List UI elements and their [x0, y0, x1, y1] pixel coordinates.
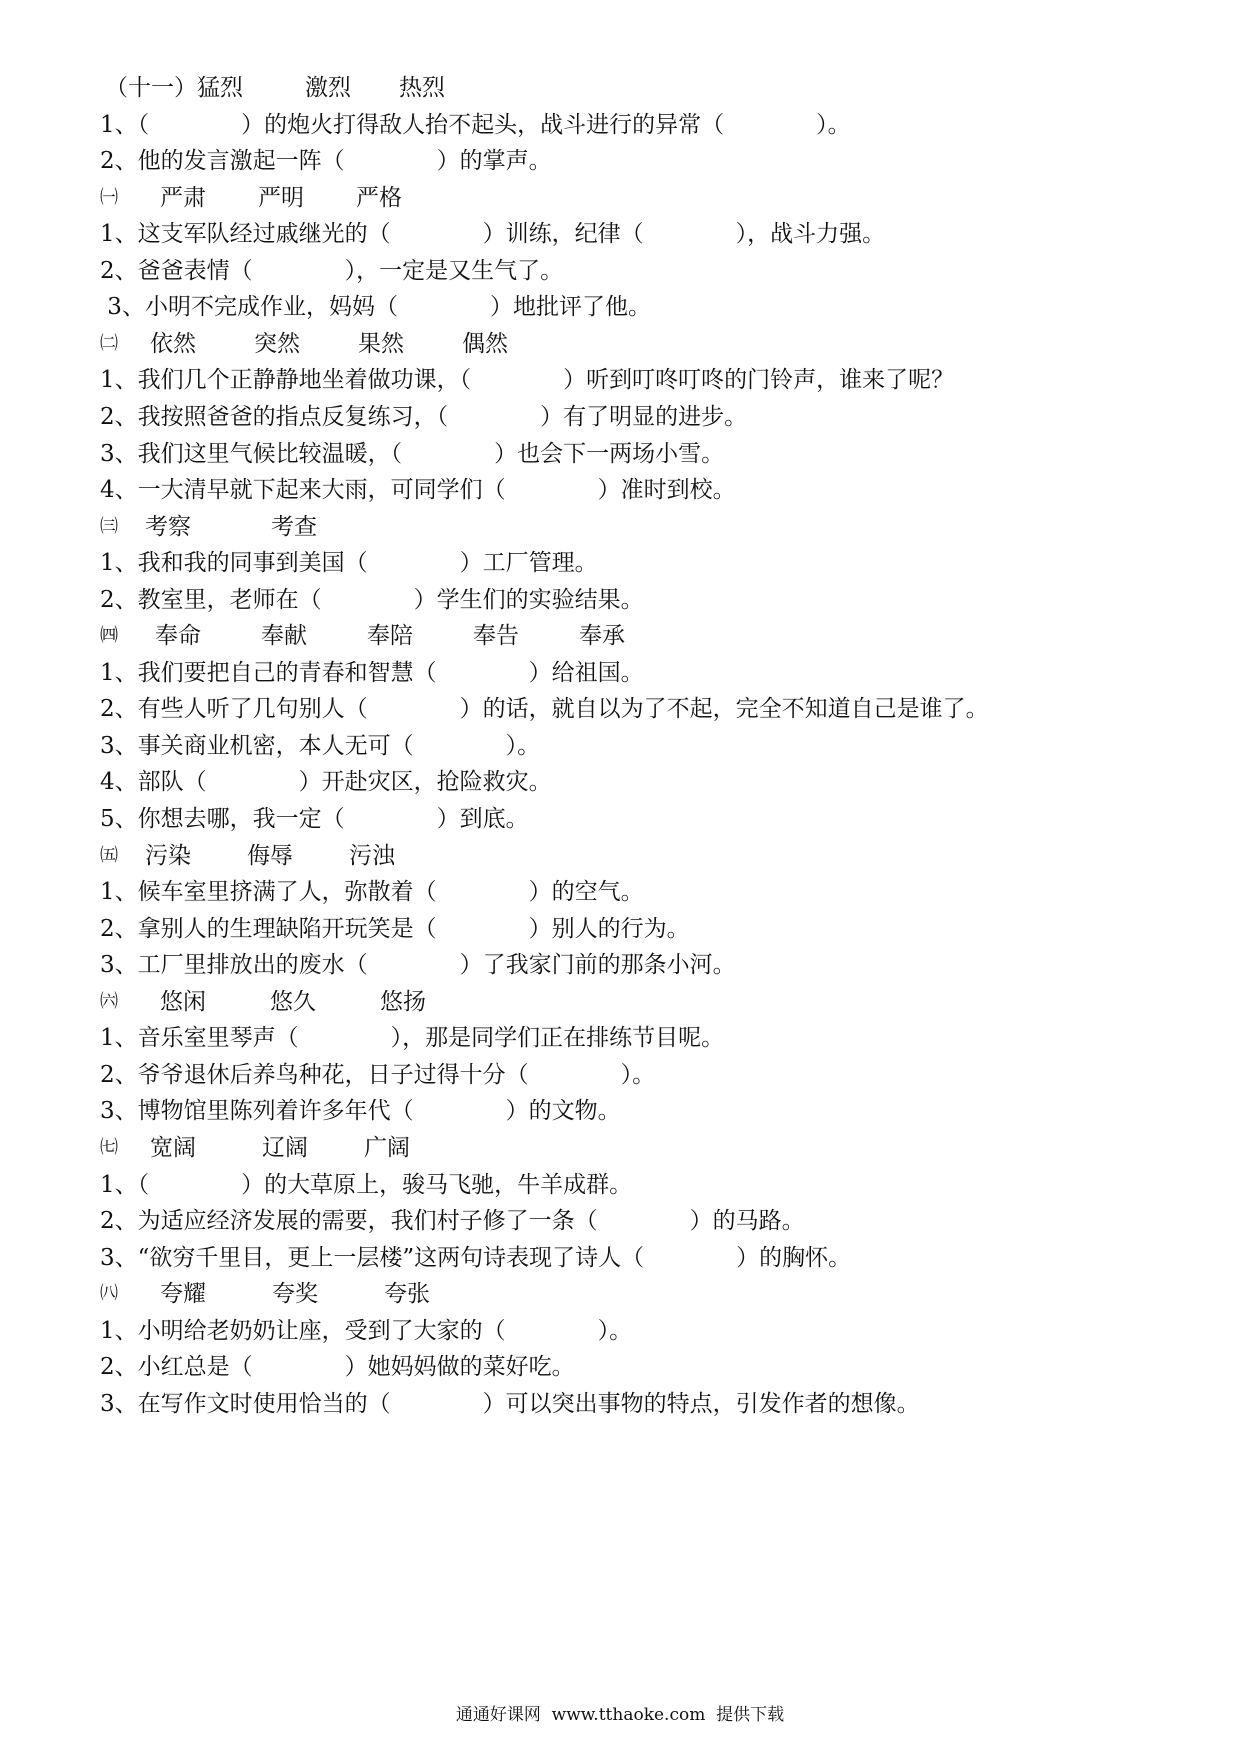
question-item: 1、我和我的同事到美国（ ）工厂管理。 — [100, 550, 598, 577]
question-item: 2、教室里，老师在（ ）学生们的实验结果。 — [100, 586, 644, 613]
section-heading — [0, 507, 1240, 547]
question-item: 4、部队（ ）开赴灾区，抢险救灾。 — [100, 769, 552, 796]
question-item: 3、小明不完成作业，妈妈（ ）地批评了他。 — [100, 294, 651, 321]
word-option: 夸耀 — [160, 1281, 206, 1308]
word-option: 严明 — [258, 184, 304, 211]
section-marker: ㈧ — [100, 1283, 118, 1305]
section-marker: （十一） — [105, 75, 197, 101]
word-option: 严格 — [356, 184, 402, 211]
word-option: 猛烈 — [197, 75, 243, 101]
question-item: 5、你想去哪，我一定（ ）到底。 — [100, 806, 529, 832]
question-item: 3、我们这里气候比较温暖，（ ）也会下一两场小雪。 — [100, 440, 725, 467]
word-option: 奉承 — [579, 623, 625, 650]
word-option: 夸张 — [384, 1281, 430, 1308]
word-option: 奉献 — [261, 623, 307, 650]
question-item: 1、（ ）的大草原上，骏马飞驰，牛羊成群。 — [100, 1171, 633, 1198]
word-option: 依然 — [150, 330, 196, 357]
word-option: 污浊 — [349, 842, 395, 869]
question-item: 2、有些人听了几句别人（ ）的话，就自以为了不起，完全不知道自己是谁了。 — [100, 696, 989, 723]
word-option: 奉告 — [473, 623, 519, 650]
question-item: 1、候车室里挤满了人，弥散着（ ）的空气。 — [100, 879, 644, 906]
question-item: 2、我按照爸爸的指点反复练习，（ ）有了明显的进步。 — [100, 403, 748, 430]
question-item: 1、小明给老奶奶让座，受到了大家的（ ）。 — [100, 1317, 633, 1344]
section-heading — [0, 1128, 1240, 1168]
word-option: 严肃 — [160, 184, 206, 211]
section-heading — [0, 982, 1240, 1022]
word-option: 悠久 — [270, 988, 316, 1015]
question-item: 3、博物馆里陈列着许多年代（ ）的文物。 — [100, 1098, 621, 1125]
section-heading — [0, 836, 1240, 876]
question-item: 3、“欲穷千里目，更上一层楼”这两句诗表现了诗人（ ）的胸怀。 — [100, 1244, 852, 1271]
word-option: 侮辱 — [247, 842, 293, 869]
question-item: 3、在写作文时使用恰当的（ ）可以突出事物的特点，引发作者的想像。 — [100, 1390, 920, 1417]
word-option: 广阔 — [364, 1134, 410, 1161]
section-marker: ㈦ — [100, 1136, 118, 1158]
word-option: 突然 — [254, 330, 300, 357]
word-option: 悠闲 — [160, 988, 206, 1015]
section-heading — [0, 1274, 1240, 1314]
section-marker: ㈥ — [100, 990, 118, 1012]
question-item: 1、（ ）的炮火打得敌人抬不起头，战斗进行的异常（ ）。 — [100, 111, 851, 138]
question-item: 3、事关商业机密，本人无可（ ）。 — [100, 732, 541, 759]
question-item: 2、他的发言激起一阵（ ）的掌声。 — [100, 148, 552, 175]
word-option: 考察 — [145, 513, 191, 540]
word-option: 果然 — [358, 330, 404, 357]
section-marker: ㈣ — [100, 625, 118, 647]
word-option: 偶然 — [462, 330, 508, 357]
question-item: 3、工厂里排放出的废水（ ）了我家门前的那条小河。 — [100, 952, 736, 979]
section-marker: ㈤ — [100, 844, 118, 866]
question-item: 4、一大清早就下起来大雨，可同学们（ ）准时到校。 — [100, 477, 736, 504]
section-heading — [0, 616, 1240, 656]
word-option: 辽阔 — [262, 1134, 308, 1161]
word-option: 污染 — [145, 842, 191, 869]
word-option: 热烈 — [399, 75, 445, 101]
section-heading — [0, 178, 1240, 218]
word-option: 宽阔 — [150, 1134, 196, 1161]
question-item: 1、我们要把自己的青春和智慧（ ）给祖国。 — [100, 659, 644, 686]
section-marker: ㈢ — [100, 515, 118, 537]
question-item: 2、爸爸表情（ ），一定是又生气了。 — [100, 257, 564, 284]
question-item: 2、为适应经济发展的需要，我们村子修了一条（ ）的马路。 — [100, 1208, 805, 1235]
word-option: 激烈 — [305, 75, 351, 101]
question-item: 1、我们几个正静静地坐着做功课，（ ）听到叮咚叮咚的门铃声，谁来了呢？ — [100, 367, 955, 394]
question-item: 1、这支军队经过戚继光的（ ）训练，纪律（ ），战斗力强。 — [100, 221, 886, 248]
word-option: 奉命 — [155, 623, 201, 650]
question-item: 2、拿别人的生理缺陷开玩笑是（ ）别人的行为。 — [100, 915, 690, 942]
section-heading — [0, 324, 1240, 364]
word-option: 夸奖 — [272, 1281, 318, 1308]
word-option: 考查 — [271, 513, 317, 540]
question-item: 2、爷爷退休后养鸟种花，日子过得十分（ ）。 — [100, 1061, 656, 1088]
question-item: 1、音乐室里琴声（ ），那是同学们正在排练节目呢。 — [100, 1025, 725, 1052]
word-option: 奉陪 — [367, 623, 413, 650]
page-footer: 通通好课网 www.tthaoke.com 提供下载 — [455, 1705, 785, 1725]
section-marker: ㈡ — [100, 332, 118, 354]
section-heading — [0, 68, 1240, 108]
word-option: 悠扬 — [380, 988, 426, 1015]
section-marker: ㈠ — [100, 186, 118, 208]
question-item: 2、小红总是（ ）她妈妈做的菜好吃。 — [100, 1354, 575, 1381]
